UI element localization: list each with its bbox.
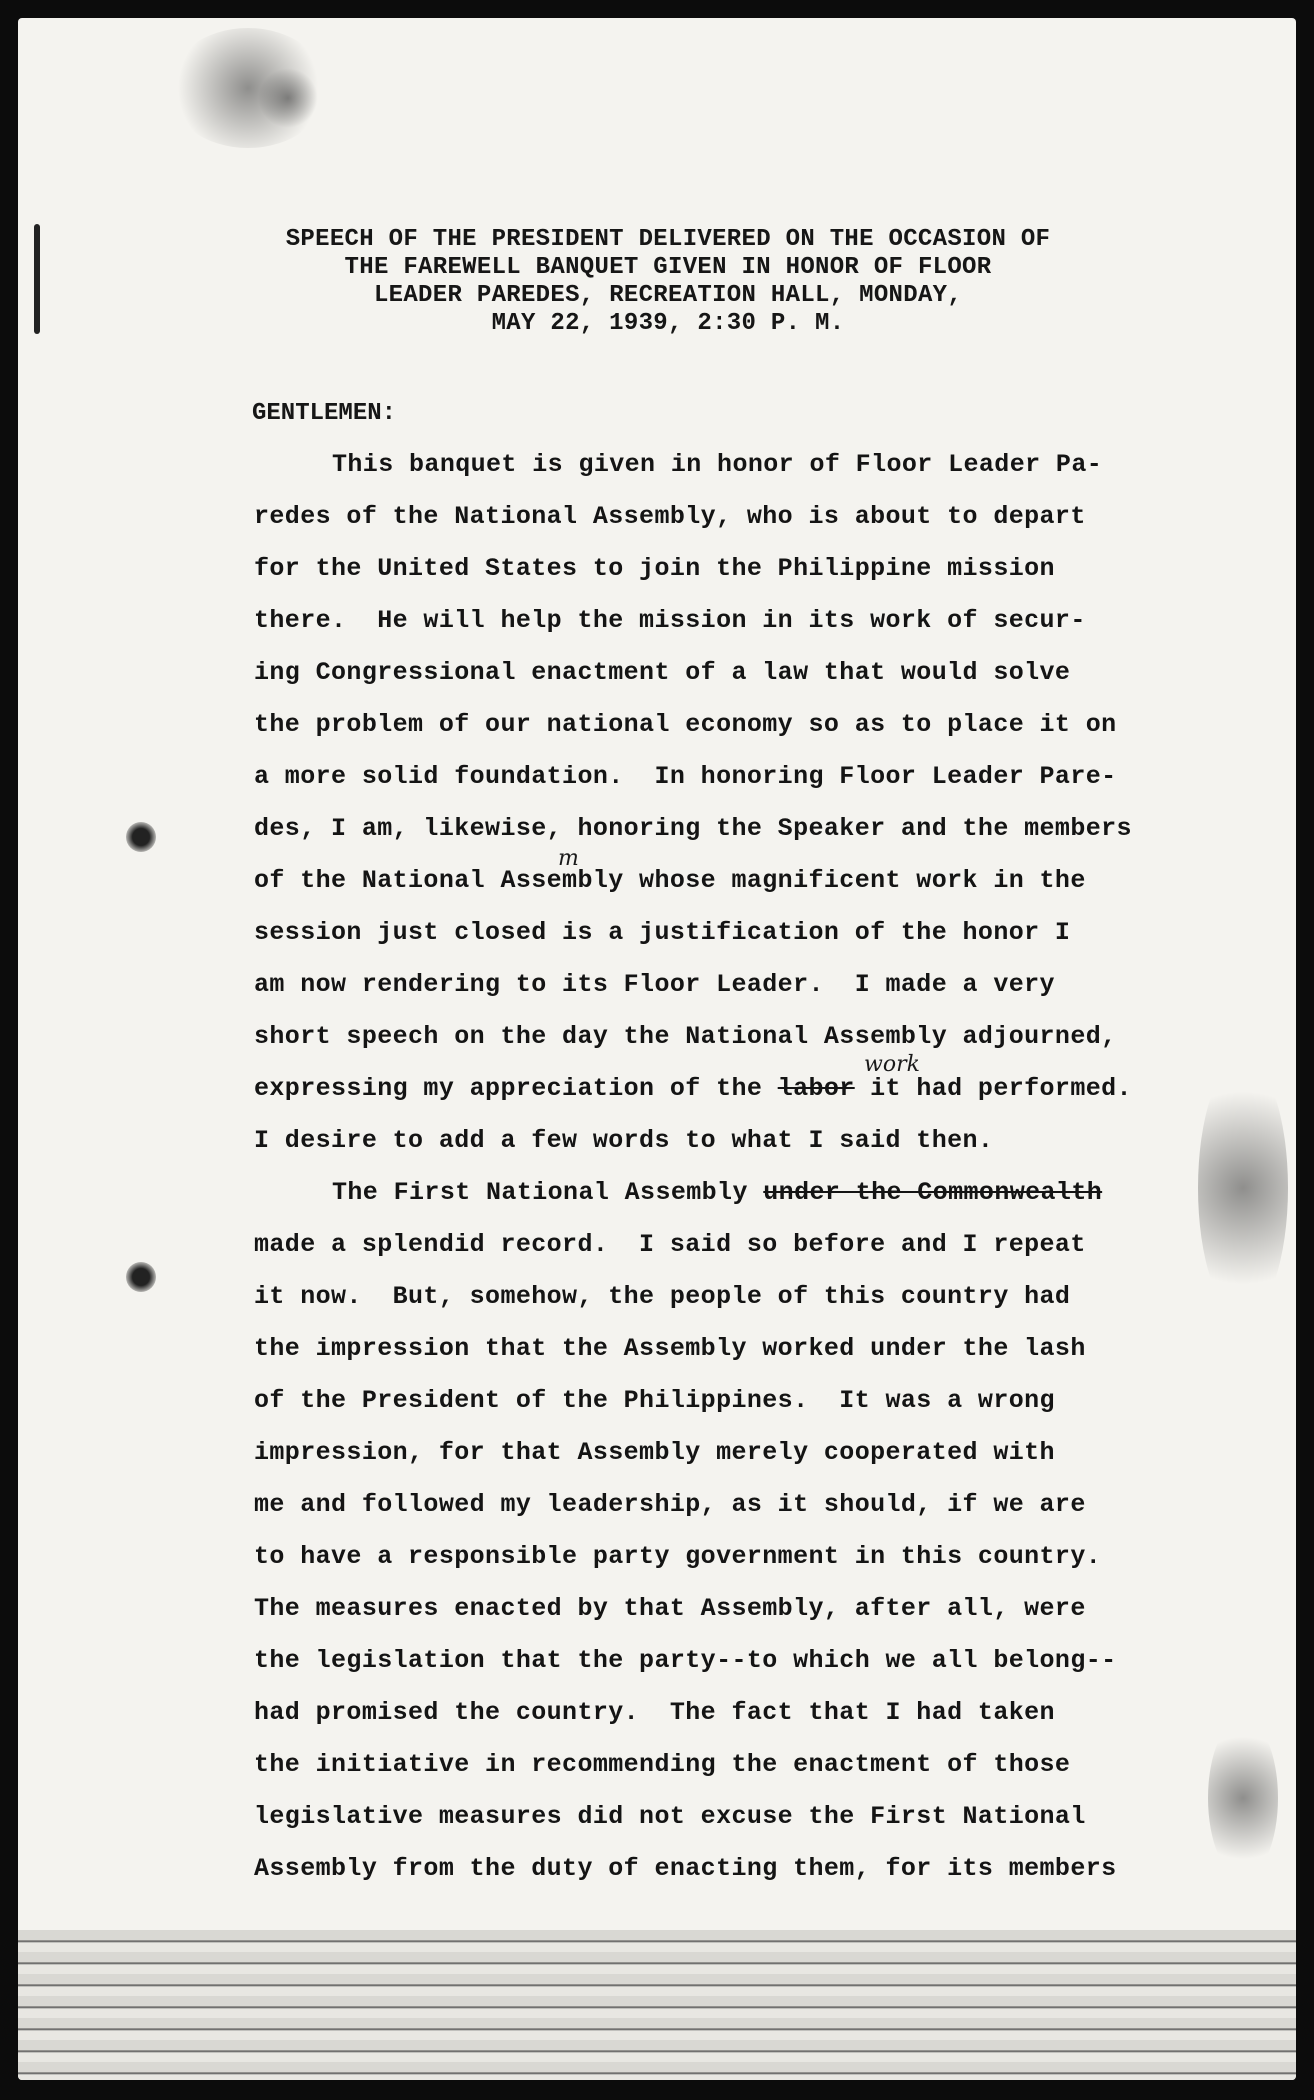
- text-line: to have a responsible party government in this country.: [254, 1542, 1102, 1571]
- text-line: ing Congressional enactment of a law that would solve: [254, 658, 1071, 687]
- text-line: impression, for that Assembly merely cooperated with: [254, 1438, 1055, 1467]
- text-line: the problem of our national economy so as to place it on: [254, 710, 1117, 739]
- title-line: LEADER PAREDES, RECREATION HALL, MONDAY,: [373, 282, 963, 309]
- salutation: GENTLEMEN:: [252, 400, 397, 427]
- title-line: MAY 22, 1939, 2:30 P. M.: [491, 310, 845, 337]
- text-line: the impression that the Assembly worked under the lash: [254, 1334, 1086, 1363]
- title-line: SPEECH OF THE PRESIDENT DELIVERED ON THE OCCASION OF: [285, 226, 1051, 253]
- text-line: redes of the National Assembly, who is about to depart: [254, 502, 1086, 531]
- text-line: The measures enacted by that Assembly, after all, were: [254, 1594, 1086, 1623]
- text-line: me and followed my leadership, as it should, if we are: [254, 1490, 1086, 1519]
- text-line: made a splendid record. I said so before and I repeat: [254, 1230, 1086, 1259]
- text-line: had promised the country. The fact that I had taken: [254, 1698, 1055, 1727]
- handwritten-correction: work: [864, 1052, 920, 1077]
- text-line: Assembly from the duty of enacting them, for its members: [254, 1854, 1117, 1883]
- stain: [258, 68, 318, 128]
- text-line-with-correction: [332, 1178, 1102, 1207]
- speech-title: [238, 226, 1098, 338]
- title-line: THE FAREWELL BANQUET GIVEN IN HONOR OF FLOOR: [344, 254, 992, 281]
- struck-phrase: under the Commonwealth: [763, 1178, 1103, 1207]
- text-line: am now rendering to its Floor Leader. I made a very: [254, 970, 1055, 999]
- text-line: I desire to add a few words to what I said then.: [254, 1126, 994, 1155]
- text-segment: it had performed.: [854, 1074, 1132, 1103]
- text-line: This banquet is given in honor of Floor Leader Pa-: [332, 450, 1103, 479]
- text-line: for the United States to join the Philippine mission: [254, 554, 1055, 583]
- document-page: [18, 18, 1296, 2080]
- text-line: a more solid foundation. In honoring Floor Leader Pare-: [254, 762, 1117, 791]
- text-line: the initiative in recommending the enactment of those: [254, 1750, 1071, 1779]
- text-line: it now. But, somehow, the people of this country had: [254, 1282, 1071, 1311]
- text-line: session just closed is a justification of the honor I: [254, 918, 1071, 947]
- text-line-with-correction: [254, 1074, 1132, 1103]
- text-line: of the President of the Philippines. It was a wrong: [254, 1386, 1055, 1415]
- text-line: there. He will help the mission in its work of secur-: [254, 606, 1086, 635]
- punch-hole: [126, 1262, 156, 1292]
- struck-word: labor: [777, 1074, 855, 1103]
- stain: [1198, 1058, 1288, 1318]
- text-line: des, I am, likewise, honoring the Speaker and the members: [254, 814, 1132, 843]
- text-segment: expressing my appreciation of the: [254, 1074, 778, 1103]
- text-line: short speech on the day the National Assembly adjourned,: [254, 1022, 1117, 1051]
- text-line: legislative measures did not excuse the First National: [254, 1802, 1086, 1831]
- text-line: the legislation that the party--to which we all belong--: [254, 1646, 1117, 1675]
- text-segment: The First National Assembly: [332, 1178, 764, 1207]
- text-line: of the National Assembly whose magnificent work in the: [254, 866, 1086, 895]
- margin-mark: [34, 224, 40, 334]
- stain: [1208, 1718, 1278, 1878]
- punch-hole: [126, 822, 156, 852]
- stacked-page-edges: [18, 1930, 1296, 2080]
- handwritten-correction: m: [558, 846, 579, 871]
